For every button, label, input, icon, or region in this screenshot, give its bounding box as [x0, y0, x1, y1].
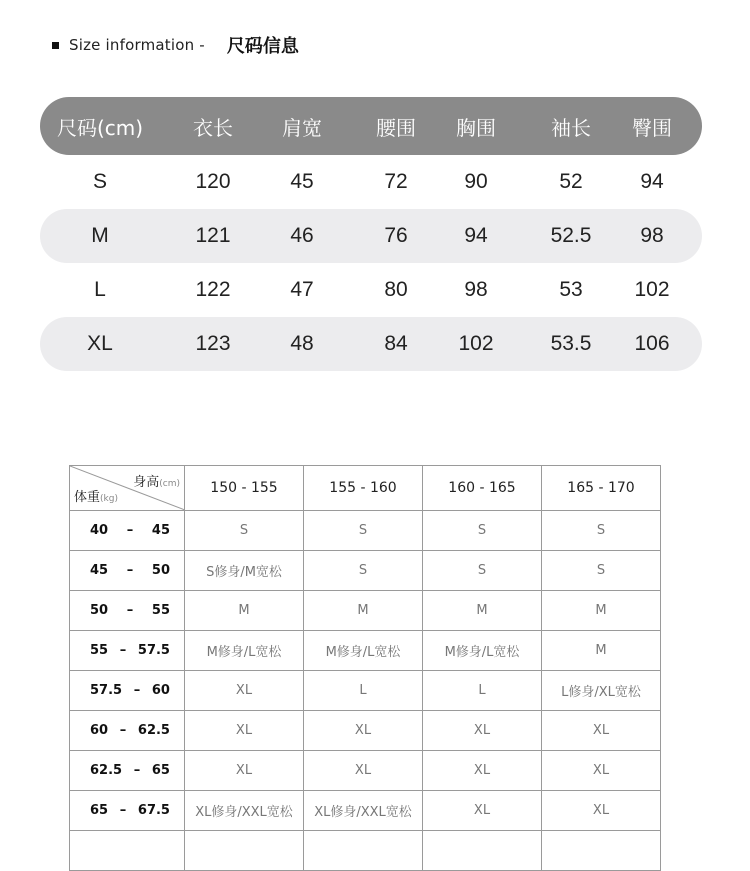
fit-table-row: [70, 511, 661, 551]
recommended-size-cell: S: [185, 511, 304, 551]
recommended-size-cell: [185, 831, 304, 871]
recommended-size-cell: S: [542, 551, 661, 591]
weight-max: 62.5: [137, 723, 170, 738]
height-range-header: 165 - 170: [542, 466, 661, 511]
size-table-header-cell: 腰围: [376, 115, 416, 140]
fit-table-row: [70, 831, 661, 871]
fit-table-row: [70, 751, 661, 791]
recommended-size-cell: [423, 831, 542, 871]
weight-max: 67.5: [137, 803, 170, 818]
weight-range-dash: –: [133, 763, 141, 778]
height-range-header: 150 - 155: [185, 466, 304, 511]
size-table-row: [40, 317, 702, 371]
recommended-size-cell: XL: [185, 671, 304, 711]
size-measurement-value: 80: [384, 278, 408, 301]
weight-min: 57.5: [90, 683, 123, 698]
size-measurement-value: 48: [290, 332, 314, 355]
size-measurement-value: 123: [195, 332, 231, 355]
size-measurement-value: 106: [634, 332, 670, 355]
size-table-header-cell: 袖长: [551, 115, 591, 140]
section-heading: [52, 33, 299, 57]
weight-range-cell: [70, 711, 185, 751]
fit-table-corner-cell: [70, 466, 185, 511]
weight-range-dash: –: [119, 723, 127, 738]
size-measurement-value: 45: [290, 170, 314, 193]
recommended-size-cell: S: [542, 511, 661, 551]
recommended-size-cell: XL: [185, 711, 304, 751]
weight-min: 50: [90, 603, 109, 618]
recommended-size-cell: XL修身/XXL宽松: [304, 791, 423, 831]
height-range-header: 160 - 165: [423, 466, 542, 511]
weight-min: 62.5: [90, 763, 123, 778]
weight-range-dash: –: [126, 603, 134, 618]
size-table-header: [40, 97, 702, 155]
weight-label: 体重: [74, 490, 101, 505]
weight-max: 50: [151, 563, 170, 578]
size-table-row: [40, 263, 702, 317]
height-label: 身高: [133, 475, 160, 490]
size-measurement-value: 94: [640, 170, 664, 193]
weight-max: 57.5: [137, 643, 170, 658]
weight-range-cell: [70, 791, 185, 831]
recommended-size-cell: XL: [542, 791, 661, 831]
recommended-size-cell: XL: [185, 751, 304, 791]
weight-min: 45: [90, 563, 109, 578]
recommended-size-cell: M: [185, 591, 304, 631]
weight-range-dash: –: [133, 683, 141, 698]
weight-range-cell: [70, 551, 185, 591]
fit-table-header-row: [70, 466, 661, 511]
size-table-header-cell: 尺码(cm): [56, 115, 144, 140]
size-measurement-value: 121: [195, 224, 231, 247]
heading-english: Size information -: [69, 36, 205, 54]
recommended-size-cell: S: [423, 511, 542, 551]
recommended-size-cell: S: [423, 551, 542, 591]
recommended-size-cell: L: [304, 671, 423, 711]
size-measurement-value: 102: [634, 278, 670, 301]
recommended-size-cell: XL: [423, 791, 542, 831]
weight-range-dash: –: [119, 803, 127, 818]
size-table-header-cell: 肩宽: [282, 115, 322, 140]
weight-range-dash: –: [126, 523, 134, 538]
recommended-size-cell: XL: [542, 751, 661, 791]
size-table-header-cell: 臀围: [632, 115, 672, 140]
recommended-size-cell: S: [304, 511, 423, 551]
recommended-size-cell: [542, 831, 661, 871]
recommended-size-cell: XL修身/XXL宽松: [185, 791, 304, 831]
size-measurement-value: 52: [559, 170, 583, 193]
size-table-header-cell: 胸围: [456, 115, 496, 140]
recommended-size-cell: M: [542, 591, 661, 631]
height-axis-label: [133, 471, 180, 490]
weight-min: 55: [90, 643, 109, 658]
fit-table-row: [70, 791, 661, 831]
weight-range-cell: [70, 671, 185, 711]
recommended-size-cell: S修身/M宽松: [185, 551, 304, 591]
recommended-size-cell: M: [304, 591, 423, 631]
weight-min: 60: [90, 723, 109, 738]
weight-range-cell: [70, 591, 185, 631]
weight-max: 65: [151, 763, 170, 778]
recommended-size-cell: XL: [304, 751, 423, 791]
recommended-size-cell: M修身/L宽松: [185, 631, 304, 671]
size-measurement-value: 46: [290, 224, 314, 247]
weight-max: 60: [151, 683, 170, 698]
height-unit: (cm): [159, 479, 180, 489]
recommended-size-cell: XL: [423, 711, 542, 751]
size-label: S: [92, 170, 108, 193]
weight-range-cell: [70, 511, 185, 551]
size-measurement-value: 84: [384, 332, 408, 355]
weight-unit: (kg): [100, 494, 118, 504]
weight-min: 65: [90, 803, 109, 818]
size-measurement-table: [40, 97, 702, 371]
heading-chinese: 尺码信息: [226, 36, 299, 57]
size-measurement-value: 53.5: [550, 332, 592, 355]
size-label: M: [91, 224, 109, 247]
recommended-size-cell: XL: [542, 711, 661, 751]
fit-table-row: [70, 591, 661, 631]
size-measurement-value: 76: [384, 224, 408, 247]
weight-max: 55: [151, 603, 170, 618]
recommended-size-cell: M修身/L宽松: [304, 631, 423, 671]
size-table-header-cell: 衣长: [193, 115, 233, 140]
size-measurement-value: 47: [290, 278, 314, 301]
fit-table-row: [70, 711, 661, 751]
weight-range-dash: –: [126, 563, 134, 578]
size-measurement-value: 98: [640, 224, 664, 247]
size-label: L: [94, 278, 106, 301]
fit-table-row: [70, 671, 661, 711]
size-measurement-value: 53: [559, 278, 583, 301]
recommended-size-cell: [304, 831, 423, 871]
weight-min: 40: [90, 523, 109, 538]
recommended-size-cell: M: [542, 631, 661, 671]
weight-range-cell: [70, 831, 185, 871]
weight-range-cell: [70, 631, 185, 671]
height-weight-fit-table: [69, 465, 661, 871]
recommended-size-cell: L: [423, 671, 542, 711]
weight-range-cell: [70, 751, 185, 791]
fit-table-row: [70, 631, 661, 671]
size-measurement-value: 90: [464, 170, 488, 193]
size-measurement-value: 120: [195, 170, 231, 193]
recommended-size-cell: L修身/XL宽松: [542, 671, 661, 711]
size-measurement-value: 122: [195, 278, 231, 301]
recommended-size-cell: M修身/L宽松: [423, 631, 542, 671]
size-measurement-value: 94: [464, 224, 488, 247]
size-table-row: [40, 209, 702, 263]
bullet-icon: [52, 42, 59, 49]
weight-range-dash: –: [119, 643, 127, 658]
size-measurement-value: 72: [384, 170, 408, 193]
fit-table-row: [70, 551, 661, 591]
recommended-size-cell: XL: [304, 711, 423, 751]
size-label: XL: [87, 332, 113, 355]
recommended-size-cell: XL: [423, 751, 542, 791]
size-measurement-value: 52.5: [550, 224, 592, 247]
weight-max: 45: [151, 523, 170, 538]
weight-axis-label: [74, 486, 118, 505]
recommended-size-cell: M: [423, 591, 542, 631]
recommended-size-cell: S: [304, 551, 423, 591]
size-measurement-value: 98: [464, 278, 488, 301]
size-measurement-value: 102: [458, 332, 494, 355]
size-table-row: [40, 155, 702, 209]
height-range-header: 155 - 160: [304, 466, 423, 511]
